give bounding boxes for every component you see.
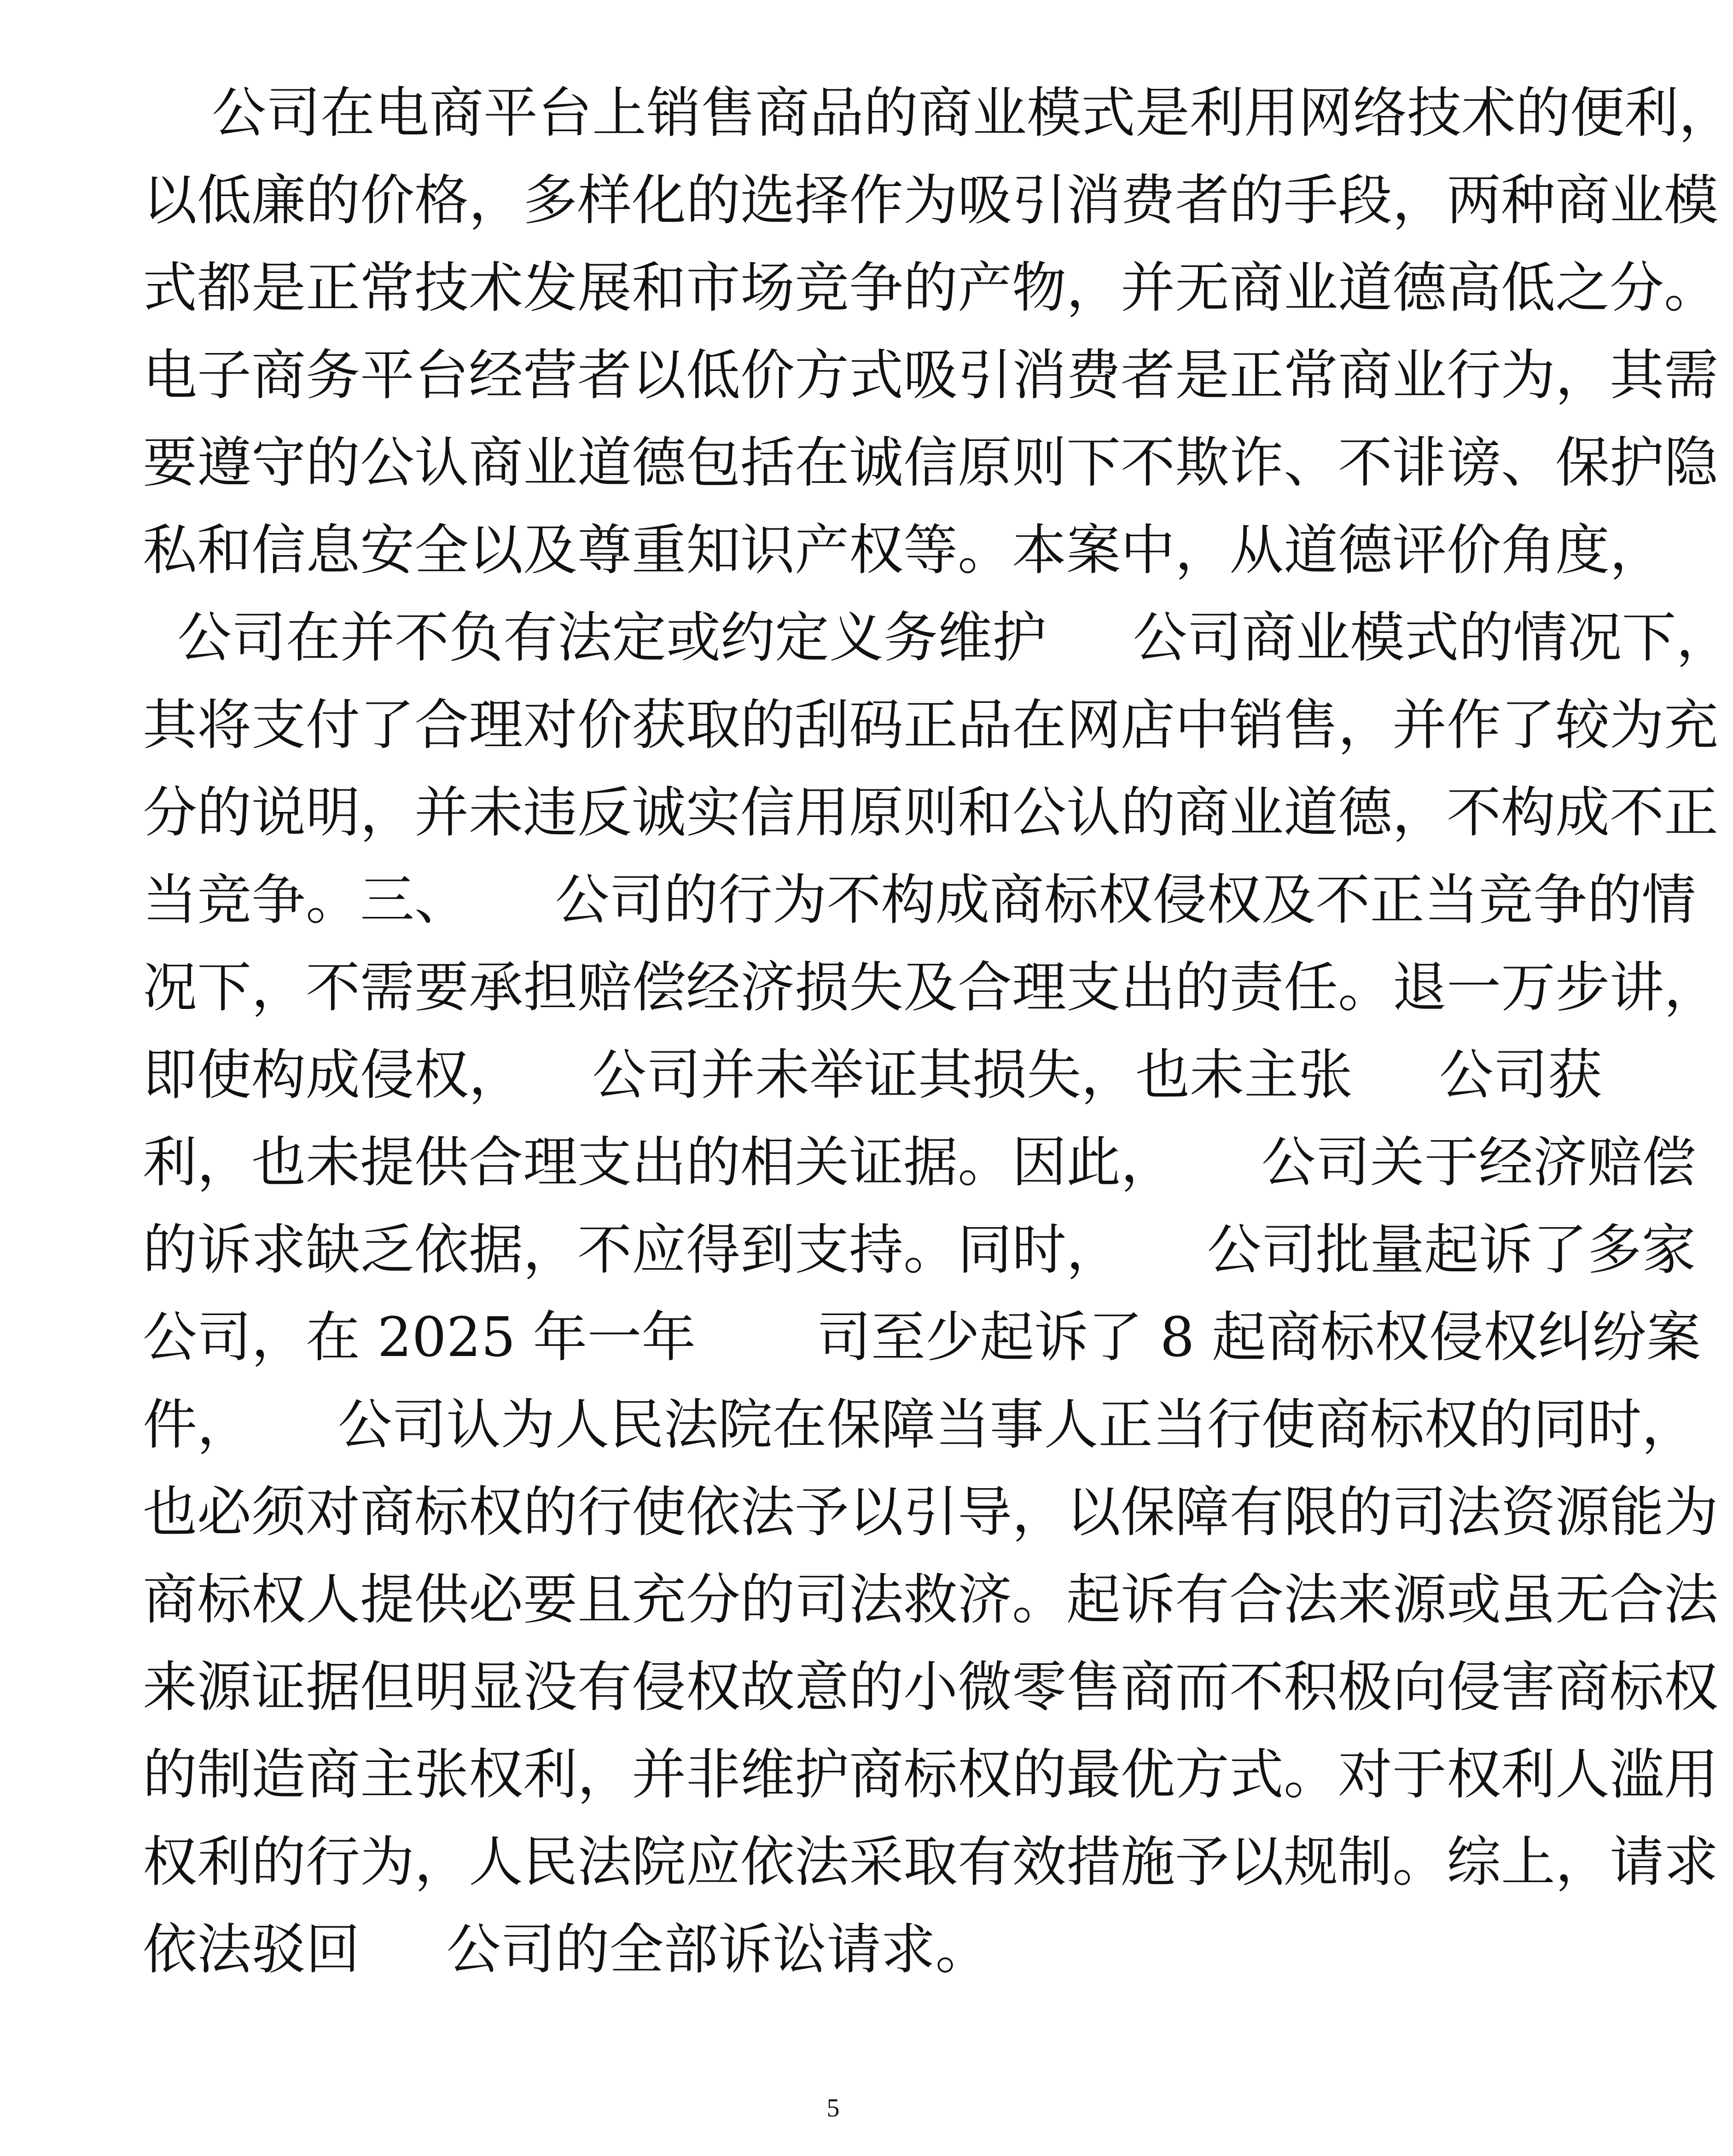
text-line: 当竞争。三、 公司的行为不构成商标权侵权及不正当竞争的情 — [143, 868, 1696, 932]
text-line: 分的说明，并未违反诚实信用原则和公认的商业道德，不构成不正 — [143, 781, 1719, 844]
text-line: 的制造商主张权利，并非维护商标权的最优方式。对于权利人滥用 — [143, 1743, 1719, 1806]
text-line: 的诉求缺乏依据，不应得到支持。同时， 公司批量起诉了多家 — [143, 1218, 1696, 1281]
text-line: 式都是正常技术发展和市场竞争的产物，并无商业道德高低之分。 — [143, 256, 1719, 319]
text-line: 公司在电商平台上销售商品的商业模式是利用网络技术的便利， — [143, 81, 1733, 145]
text-line: 电子商务平台经营者以低价方式吸引消费者是正常商业行为，其需 — [143, 343, 1719, 407]
text-line: 来源证据但明显没有侵权故意的小微零售商而不积极向侵害商标权 — [143, 1655, 1719, 1719]
text-line: 商标权人提供必要且充分的司法救济。起诉有合法来源或虽无合法 — [143, 1568, 1719, 1631]
text-line: 权利的行为，人民法院应依法采取有效措施予以规制。综上，请求 — [143, 1830, 1719, 1894]
text-line: 件， 公司认为人民法院在保障当事人正当行使商标权的同时， — [143, 1393, 1696, 1456]
text-line: 其将支付了合理对价获取的刮码正品在网店中销售，并作了较为充 — [143, 693, 1719, 757]
text-line: 以低廉的价格，多样化的选择作为吸引消费者的手段，两种商业模 — [143, 168, 1719, 232]
text-line: 私和信息安全以及尊重知识产权等。本案中，从道德评价角度， — [143, 518, 1664, 582]
text-line: 依法驳回 公司的全部诉讼请求。 — [143, 1918, 990, 1981]
text-line: 即使构成侵权， 公司并未举证其损失，也未主张 公司获 — [143, 1043, 1602, 1107]
text-line: 利，也未提供合理支出的相关证据。因此， 公司关于经济赔偿 — [143, 1130, 1696, 1194]
text-line: 公司，在 2025 年一年 司至少起诉了 8 起商标权侵权纠纷案 — [143, 1305, 1701, 1369]
text-line: 公司在并不负有法定或约定义务维护 公司商业模式的情况下， — [143, 606, 1731, 669]
page-number: 5 — [826, 2094, 840, 2122]
text-line: 要遵守的公认商业道德包括在诚信原则下不欺诈、不诽谤、保护隐 — [143, 431, 1719, 494]
text-line: 况下，不需要承担赔偿经济损失及合理支出的责任。退一万步讲， — [143, 956, 1719, 1019]
text-line: 也必须对商标权的行使依法予以引导，以保障有限的司法资源能为 — [143, 1480, 1719, 1544]
